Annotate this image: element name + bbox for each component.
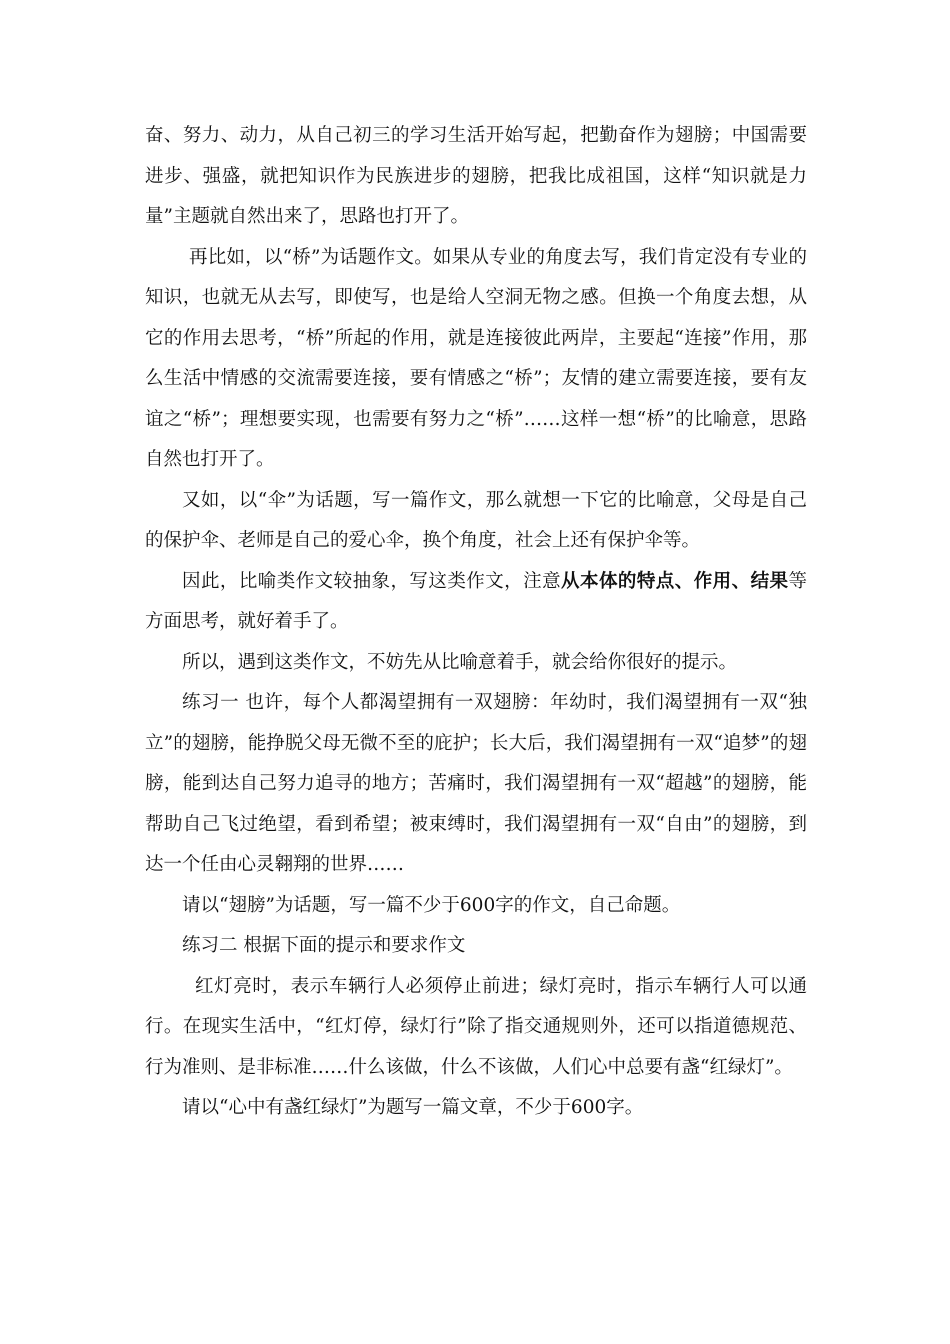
exercise-one-requirement: 请以“翅膀”为话题，写一篇不少于600字的作文，自己命题。	[182, 894, 681, 916]
exercise-two-requirement: 请以“心中有盏红绿灯”为题写一篇文章，不少于600字。	[182, 1097, 644, 1118]
summary-text-after: 等方面思考，就好着手了。	[145, 570, 807, 632]
exercise-one-prompt: 练习一 也许，每个人都渴望拥有一双翅膀：年幼时，我们渴望拥有一双“独立”的翅膀，能挣脱父母无微不至的庇护；长大后，我们渴望拥有一双“追梦”的翅膀，能到达自己努力追寻的地方；苦痛时，我们渴望拥有一双“超越”的翅膀，能帮助自己飞过绝望，看到希望；被束缚时，我们渴望拥有一双“自由”的翅膀，到达一个任由心灵翱翔的世界……	[145, 692, 807, 875]
summary-text-before: 因此，比喻类作文较抽象，写这类作文，注意	[182, 570, 562, 592]
paragraph-wings-continued: 奋、努力、动力，从自己初三的学习生活开始写起，把勤奋作为翅膀；中国需要进步、强盛，就把知识作为民族进步的翅膀，把我比成祖国，这样“知识就是力量”主题就自然出来了，思路也打开了。	[145, 125, 807, 227]
paragraph-umbrella: 又如，以“伞”为话题，写一篇作文，那么就想一下它的比喻意，父母是自己的保护伞、老师是自己的爱心伞，换个角度，社会上还有保护伞等。	[145, 489, 807, 551]
paragraph-tip: 所以，遇到这类作文，不妨先从比喻意着手，就会给你很好的提示。	[182, 651, 738, 673]
summary-emphasis: 从本体的特点、作用、结果	[561, 570, 789, 592]
exercise-two-heading: 练习二 根据下面的提示和要求作文	[182, 935, 466, 956]
exercise-two-prompt: 红灯亮时，表示车辆行人必须停止前进；绿灯亮时，指示车辆行人可以通行。在现实生活中，“红灯停，绿灯行”除了指交通规则外，还可以指道德规范、行为准则、是非标准……什么该做，什么不该做，人们心中总要有盏“红绿灯”。	[145, 975, 807, 1078]
paragraph-bridge: 再比如，以“桥”为话题作文。如果从专业的角度去写，我们肯定没有专业的知识，也就无从去写，即使写，也是给人空洞无物之感。但换一个角度去想，从它的作用去思考，“桥”所起的作用，就是连接彼此两岸，主要起“连接”作用，那么生活中情感的交流需要连接，要有情感之“桥”；友情的建立需要连接，要有友谊之“桥”；理想要实现，也需要有努力之“桥”……这样一想“桥”的比喻意，思路自然也打开了。	[145, 246, 807, 470]
document-page	[145, 116, 807, 1129]
paragraph-summary	[145, 562, 807, 643]
